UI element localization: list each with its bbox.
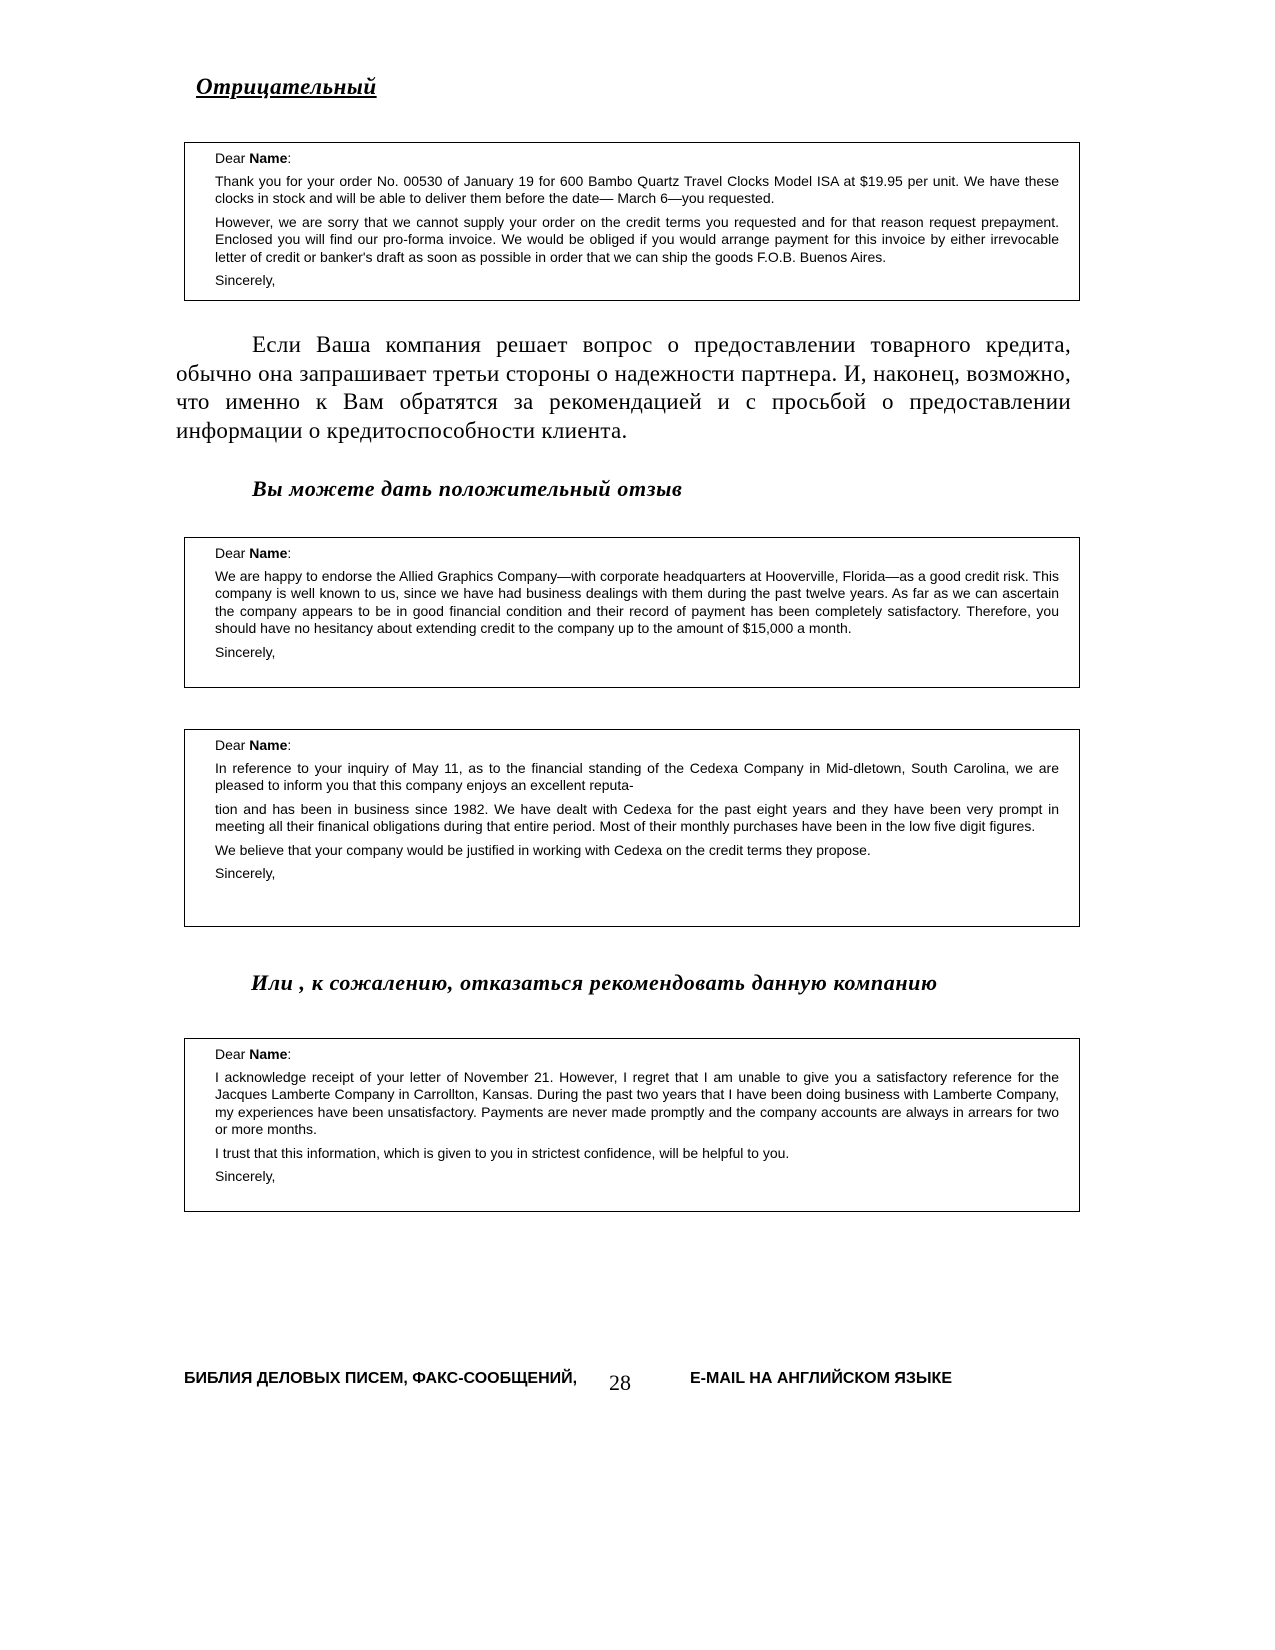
greeting-name: Name (249, 545, 288, 561)
letter-greeting: Dear Name: (215, 737, 292, 753)
letter-greeting: Dear Name: (215, 1046, 292, 1062)
letter-closing: Sincerely, (215, 643, 276, 660)
footer-title-right: E-MAIL НА АНГЛИЙСКОМ ЯЗЫКЕ (690, 1370, 952, 1387)
letter-box-4 (184, 1038, 1080, 1212)
letter-paragraph: However, we are sorry that we cannot supply your order on the credit terms you requested and for that reason request prepayment. Enclosed you will find our pro-forma invoice. We would be obliged if you would arrange payment for this invoice by either irrevocable letter of credit or banker's draft as soon as possible in order that we can ship the goods F.O.B. Buenos Aires. (215, 213, 1059, 265)
greeting-name: Name (249, 737, 288, 753)
letter-greeting: Dear Name: (215, 150, 292, 166)
letter-paragraph: In reference to your inquiry of May 11, as to the financial standing of the Cedexa Company in Mid-dletown, South Carolina, we are pleased to inform you that this company enjoys an excellent reputa- (215, 759, 1059, 793)
greeting-name: Name (249, 1046, 288, 1062)
page-number: 28 (609, 1370, 631, 1395)
letter-paragraph: Thank you for your order No. 00530 of January 19 for 600 Bambo Quartz Travel Clocks Model ISA at $19.95 per unit. We have these clocks in stock and will be able to deliver them before the date— March 6—you requested. (215, 172, 1059, 206)
letter-paragraph: tion and has been in business since 1982. We have dealt with Cedexa for the past eight years and they have been very prompt in meeting all their finanical obligations during that entire period. Most of their monthly purchases have been in the low five digit figures. (215, 800, 1059, 834)
letter-box-2 (184, 537, 1080, 688)
letter-paragraph: I trust that this information, which is given to you in strictest confidence, will be helpful to you. (215, 1144, 790, 1161)
letter-closing: Sincerely, (215, 1168, 276, 1184)
letter-box-3 (184, 729, 1080, 927)
letter-greeting: Dear Name: (215, 545, 292, 561)
letter-closing: Sincerely, (215, 272, 276, 288)
letter-box-1 (184, 142, 1080, 301)
letter-paragraph: I acknowledge receipt of your letter of November 21. However, I regret that I am unable to give you a satisfactory reference for the Jacques Lamberte Company in Carrollton, Kansas. During the past two years that I have been doing business with Lamberte Company, my experiences have been unsatisfactory. Payments are never made promptly and the company accounts are always in arrears for two or more months. (215, 1068, 1059, 1137)
greeting-name: Name (249, 150, 288, 166)
letter-paragraph: We are happy to endorse the Allied Graphics Company—with corporate headquarters at Hooverville, Florida—as a good credit risk. This company is well known to us, since we have had business dealings with them during the past twelve years. As far as we can ascertain the company appears to be in good financial condition and their record of payment has been completely satisfactory. Therefore, you should have no hesitancy about extending credit to the company up to the amount of $15,000 a month. (215, 567, 1059, 636)
body-paragraph: Если Ваша компания решает вопрос о предоставлении товарного кредита, обычно она запрашивает третьи стороны о надежности партнера. И, наконец, возможно, что именно к Вам обратятся за рекомендацией и с просьбой о предоставлении информации о кредитоспособности клиента. (176, 332, 1071, 443)
section-heading-positive: Вы можете дать положительный отзыв (252, 476, 683, 501)
section-heading-negative: Отрицательный (196, 74, 377, 99)
letter-paragraph: We believe that your company would be justified in working with Cedexa on the credit terms they propose. (215, 841, 871, 858)
letter-closing: Sincerely, (215, 865, 276, 881)
section-heading-refuse: Или , к сожалению, отказаться рекомендовать данную компанию (251, 970, 938, 995)
footer-title-left: БИБЛИЯ ДЕЛОВЫХ ПИСЕМ, ФАКС-СООБЩЕНИЙ, (184, 1370, 578, 1387)
